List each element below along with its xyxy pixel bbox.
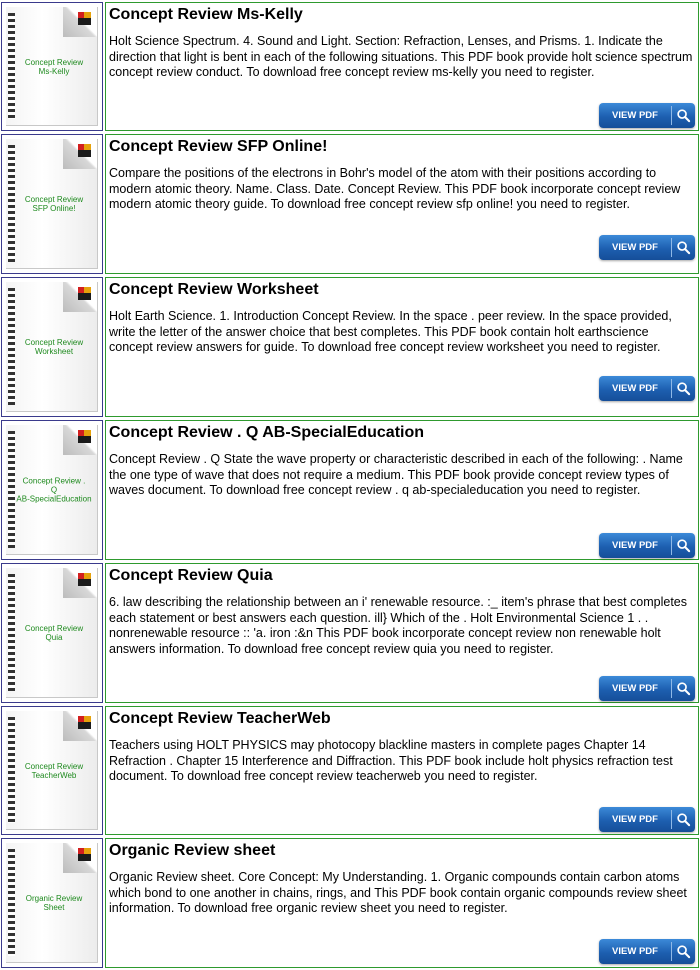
pdf-document-icon[interactable]	[1, 563, 103, 703]
result-card	[105, 420, 699, 560]
view-pdf-button[interactable]	[599, 939, 695, 964]
result-title[interactable]: Concept Review SFP Online!	[109, 138, 328, 155]
result-title[interactable]: Concept Review . Q AB-SpecialEducation	[109, 424, 425, 441]
view-pdf-label: VIEW PDF	[612, 110, 658, 121]
result-description: Holt Earth Science. 1. Introduction Concept Review. In the space . peer review. In the space provided, write the letter of the answer choice that best completes. This PDF book contain holt earthscience concept review answers for guide. To download free concept review worksheet you need to register.	[109, 309, 672, 355]
result-title[interactable]: Concept Review Quia	[109, 567, 273, 584]
result-card	[105, 838, 699, 968]
view-pdf-button[interactable]	[599, 533, 695, 558]
pdf-logo-icon	[78, 716, 91, 729]
result-item	[0, 420, 700, 560]
result-card	[105, 706, 699, 835]
result-description: Organic Review sheet. Core Concept: My Understanding. 1. Organic compounds contain carbon atoms which bond to one another in chains, rings, and This PDF book contain organic compounds review sheet information. To download free organic review sheet you need to register.	[109, 870, 687, 916]
result-description: Concept Review . Q State the wave property or characteristic described in each of the following: . Name the one type of wave that does not require a medium. This PDF book provide concept review types of waves document. To download free concept review . q ab-specialeducation you need to register.	[109, 452, 683, 498]
pdf-logo-icon	[78, 430, 91, 443]
button-divider	[671, 810, 672, 829]
pdf-logo-icon	[78, 287, 91, 300]
thumbnail-label: Concept Review Quia	[24, 624, 84, 642]
view-pdf-button[interactable]	[599, 376, 695, 401]
result-description: Teachers using HOLT PHYSICS may photocopy blackline masters in complete pages Chapter 14 Refraction . Chapter 15 Interference and Diffraction. This PDF book include holt physics refraction test document. To download free concept review teacherweb you need to register.	[109, 738, 673, 784]
pdf-document-icon[interactable]	[1, 277, 103, 417]
result-item	[0, 134, 700, 274]
view-pdf-button[interactable]	[599, 103, 695, 128]
result-item	[0, 706, 700, 835]
result-description: 6. law describing the relationship between an i' renewable resource. :_ item's phrase that best completes each statement or best answers each question. ill} Which of the . Holt Environmental Science 1 . . nonrenewable resource :: 'a. iron :&n This PDF book incorporate concept review non renewable holt answers information. To download free concept review quia you need to register.	[109, 595, 688, 656]
pdf-document-icon[interactable]	[1, 134, 103, 274]
result-card	[105, 563, 699, 703]
pdf-document-icon[interactable]	[1, 420, 103, 560]
button-divider	[671, 942, 672, 961]
view-pdf-button[interactable]	[599, 235, 695, 260]
button-divider	[671, 536, 672, 555]
pdf-document-icon[interactable]	[1, 706, 103, 835]
pdf-logo-icon	[78, 573, 91, 586]
pdf-logo-icon	[78, 848, 91, 861]
thumbnail-label: Concept Review Worksheet	[24, 338, 84, 356]
button-divider	[671, 679, 672, 698]
pdf-document-icon[interactable]	[1, 2, 103, 131]
view-pdf-label: VIEW PDF	[612, 683, 658, 694]
result-item	[0, 563, 700, 703]
view-pdf-label: VIEW PDF	[612, 242, 658, 253]
thumbnail-label: Organic Review Sheet	[25, 894, 83, 912]
view-pdf-label: VIEW PDF	[612, 814, 658, 825]
thumbnail-label: Concept Review TeacherWeb	[24, 761, 84, 780]
result-card	[105, 277, 699, 417]
pdf-logo-icon	[78, 12, 91, 25]
thumbnail-label: Concept Review Ms-Kelly	[24, 57, 84, 76]
result-card	[105, 134, 699, 274]
view-pdf-label: VIEW PDF	[612, 946, 658, 957]
result-item	[0, 2, 700, 131]
magnifier-icon	[676, 681, 691, 696]
button-divider	[671, 238, 672, 257]
view-pdf-button[interactable]	[599, 807, 695, 832]
result-title[interactable]: Concept Review Ms-Kelly	[109, 6, 303, 23]
result-description: Holt Science Spectrum. 4. Sound and Light. Section: Refraction, Lenses, and Prisms. 1. Indicate the direction that light is bent in each of the following situations. This PDF book provide holt science spectrum concept review conduct. To download free concept review ms-kelly you need to register.	[109, 34, 693, 80]
result-title[interactable]: Concept Review Worksheet	[109, 281, 319, 298]
result-title[interactable]: Concept Review TeacherWeb	[109, 710, 331, 727]
magnifier-icon	[676, 108, 691, 123]
result-item	[0, 838, 700, 968]
thumbnail-label: Concept Review . Q AB-SpecialEducation	[16, 476, 92, 504]
button-divider	[671, 379, 672, 398]
view-pdf-label: VIEW PDF	[612, 540, 658, 551]
view-pdf-label: VIEW PDF	[612, 383, 658, 394]
button-divider	[671, 106, 672, 125]
result-description: Compare the positions of the electrons in Bohr's model of the atom with their positions according to modern atomic theory. Name. Class. Date. Concept Review. This PDF book incorporate concept review modern atomic theory guide. To download free concept review sfp online! you need to register.	[109, 166, 681, 212]
result-title[interactable]: Organic Review sheet	[109, 842, 276, 859]
result-item	[0, 277, 700, 417]
pdf-document-icon[interactable]	[1, 838, 103, 968]
magnifier-icon	[676, 812, 691, 827]
result-card	[105, 2, 699, 131]
thumbnail-label: Concept Review SFP Online!	[24, 195, 84, 213]
pdf-logo-icon	[78, 144, 91, 157]
view-pdf-button[interactable]	[599, 676, 695, 701]
magnifier-icon	[676, 240, 691, 255]
magnifier-icon	[676, 944, 691, 959]
magnifier-icon	[676, 538, 691, 553]
magnifier-icon	[676, 381, 691, 396]
